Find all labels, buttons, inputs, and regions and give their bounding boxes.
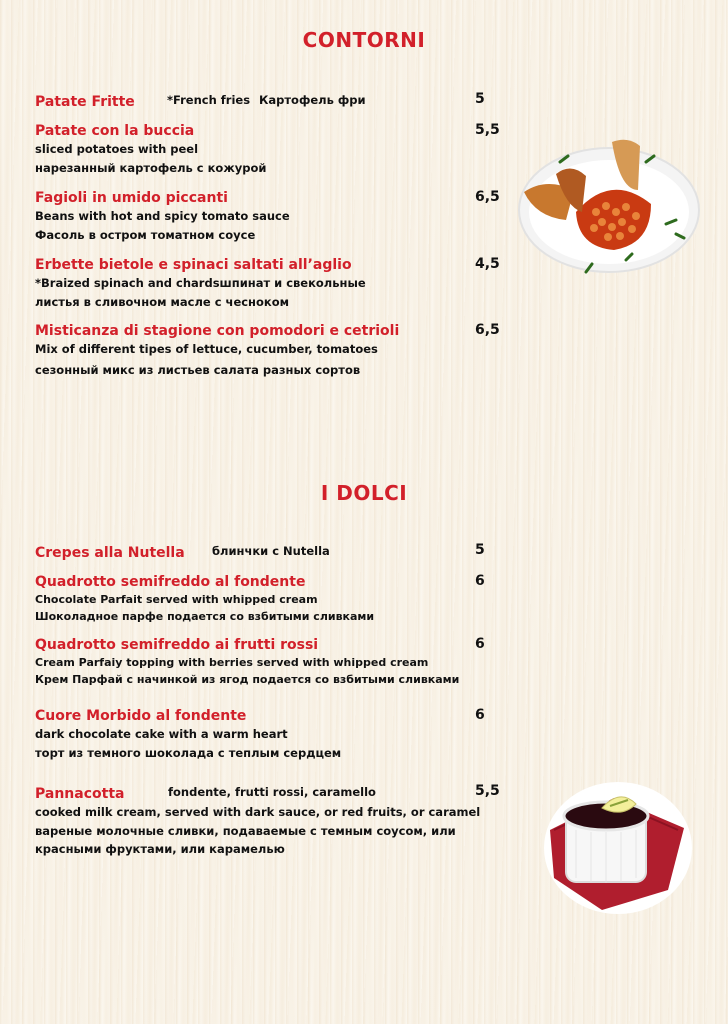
section-title-dolci: I DOLCI <box>320 481 408 505</box>
item-name: Pannacotta <box>35 786 125 802</box>
item-price: 4,5 <box>475 256 500 272</box>
item-price: 6,5 <box>475 322 500 338</box>
item-desc-en: Chocolate Parfait served with whipped cream <box>35 593 318 606</box>
item-price: 6 <box>475 707 485 723</box>
item-desc-en: Cream Parfaiy topping with berries served with whipped cream <box>35 656 429 669</box>
section-title-contorni: CONTORNI <box>302 28 426 52</box>
menu-item-semifreddo-frutti <box>35 636 505 688</box>
item-desc-ru: Фасоль в остром томатном соусе <box>35 227 256 242</box>
menu-item-crepes <box>35 542 505 562</box>
item-name: Cuore Morbido al fondente <box>35 708 247 724</box>
menu-item-cuore-morbido <box>35 707 505 762</box>
item-price: 5,5 <box>475 783 500 799</box>
menu-item-pannacotta <box>35 783 505 859</box>
item-desc-ru: вареные молочные сливки, подаваемые с темным соусом, или <box>35 823 456 838</box>
item-desc-ru: торт из темного шоколада с теплым сердцем <box>35 745 342 760</box>
beans-dish-photo <box>516 132 702 282</box>
item-desc-ru: сезонный микс из листьев салата разных сортов <box>35 362 361 377</box>
item-note: блинчки с Nutella <box>212 544 330 558</box>
item-price: 5,5 <box>475 122 500 138</box>
menu-item-erbette <box>35 256 505 311</box>
menu-item-patate-fritte <box>35 91 505 111</box>
item-desc-en: Mix of different tipes of lettuce, cucumber, tomatoes <box>35 342 378 356</box>
item-desc-ru: нарезанный картофель с кожурой <box>35 160 267 175</box>
pannacotta-photo <box>536 778 694 918</box>
item-note: fondente, frutti rossi, caramello <box>168 785 376 799</box>
item-price: 6 <box>475 573 485 589</box>
item-name: Patate con la buccia <box>35 123 195 139</box>
item-desc-en: cooked milk cream, served with dark sauce, or red fruits, or caramel <box>35 805 481 819</box>
item-name: Quadrotto semifreddo ai frutti rossi <box>35 637 319 653</box>
item-price: 6,5 <box>475 189 500 205</box>
item-desc-en: *Braized spinach and chardsшпинат и свекольные <box>35 276 366 290</box>
item-name: Erbette bietole e spinaci saltati all’aglio <box>35 257 352 273</box>
item-price: 5 <box>475 542 485 558</box>
item-price: 6 <box>475 636 485 652</box>
item-price: 5 <box>475 91 485 107</box>
item-desc-en: sliced potatoes with peel <box>35 142 199 156</box>
item-name: Crepes alla Nutella <box>35 545 185 561</box>
menu-item-misticanza <box>35 322 505 379</box>
item-name: Quadrotto semifreddo al fondente <box>35 574 306 590</box>
item-desc-ru: листья в сливочном масле с чесноком <box>35 294 290 309</box>
item-note-en: *French fries <box>167 93 251 107</box>
menu-item-fagioli <box>35 189 505 244</box>
item-note-ru: Картофель фри <box>259 93 366 107</box>
item-desc-ru: Шоколадное парфе подается со взбитыми сливками <box>35 610 375 623</box>
item-desc-en: Beans with hot and spicy tomato sauce <box>35 209 290 223</box>
menu-item-semifreddo-fondente <box>35 573 505 625</box>
item-name: Patate Fritte <box>35 94 135 110</box>
item-desc-ru: Крем Парфай с начинкой из ягод подается со взбитыми сливками <box>35 673 460 686</box>
item-desc-en: dark chocolate cake with a warm heart <box>35 727 288 741</box>
menu-item-patate-buccia <box>35 122 505 177</box>
item-name: Fagioli in umido piccanti <box>35 190 228 206</box>
item-name: Misticanza di stagione con pomodori e cetrioli <box>35 323 400 339</box>
item-desc-ru-2: красными фруктами, или карамелью <box>35 842 285 856</box>
